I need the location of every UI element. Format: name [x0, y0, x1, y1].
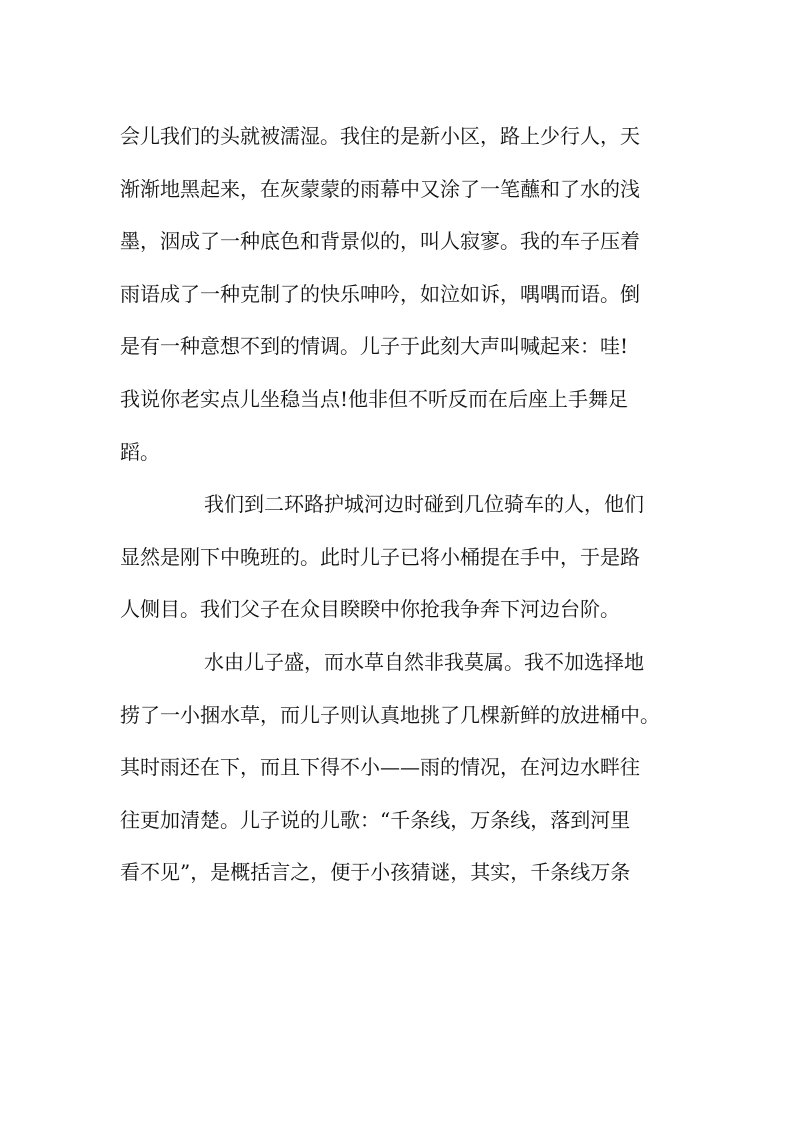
text-line: 蹈。 [120, 439, 160, 464]
text-line: 捞了一小捆水草，而儿子则认真地挑了几棵新鲜的放进桶中。 [120, 702, 660, 727]
paragraph-first-line: 我们到二环路护城河边时碰到几位骑车的人，他们 [204, 492, 644, 517]
text-line: 其时雨还在下，而且下得不小——雨的情况，在河边水畔往 [120, 755, 640, 780]
text-line: 渐渐地黑起来，在灰蒙蒙的雨幕中又涂了一笔蘸和了水的浅 [120, 176, 640, 201]
text-line: 往更加清楚。儿子说的儿歌：“千条线，万条线，落到河里 [120, 807, 631, 832]
text-line: 雨语成了一种克制了的快乐呻吟，如泣如诉，喁喁而语。倒 [120, 281, 640, 306]
text-line: 人侧目。我们父子在众目睽睽中你抢我争奔下河边台阶。 [120, 597, 620, 622]
text-line: 会儿我们的头就被濡湿。我住的是新小区，路上少行人，天 [120, 124, 640, 148]
body-text [120, 110, 680, 899]
text-line: 显然是刚下中晚班的。此时儿子已将小桶提在手中，于是路 [120, 544, 640, 569]
text-line: 看不见”，是概括言之，便于小孩猜谜，其实，千条线万条 [120, 860, 631, 885]
text-line: 我说你老实点儿坐稳当点!他非但不听反而在后座上手舞足 [120, 386, 629, 411]
text-line: 是有一种意想不到的情调。儿子于此刻大声叫喊起来：哇! [120, 334, 629, 359]
text-line: 墨，洇成了一种底色和背景似的，叫人寂寥。我的车子压着 [120, 229, 640, 254]
paragraph-first-line: 水由儿子盛，而水草自然非我莫属。我不加选择地 [204, 649, 644, 674]
